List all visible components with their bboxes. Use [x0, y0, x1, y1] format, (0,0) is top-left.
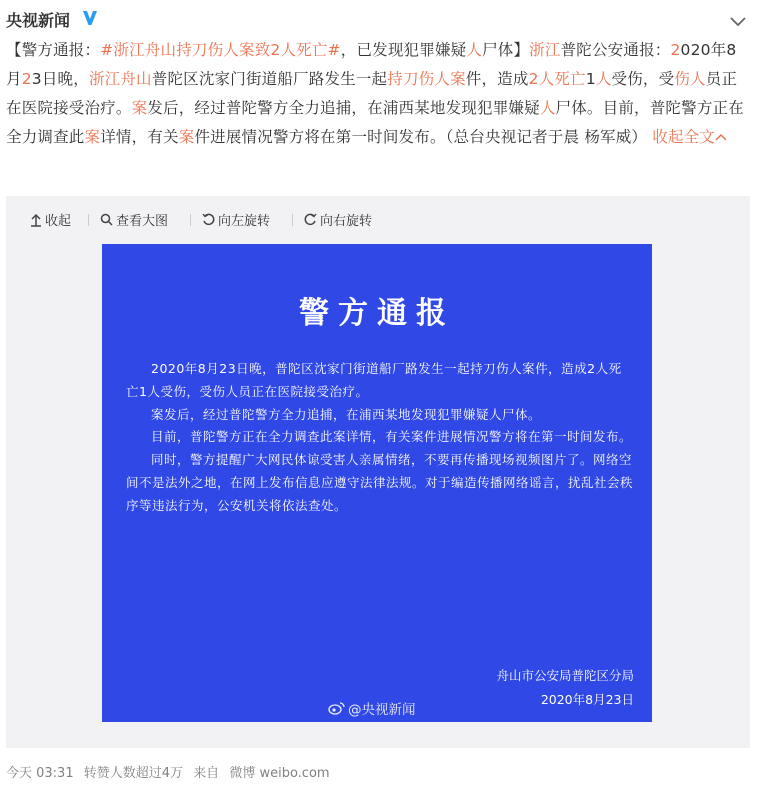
keyword-highlight: 案	[131, 99, 148, 117]
source-prefix: 来自	[193, 766, 220, 781]
notice-signature	[496, 664, 634, 712]
weibo-watermark	[328, 698, 416, 718]
verified-v-icon	[82, 10, 98, 26]
toolbar-divider	[292, 214, 293, 226]
toolbar-divider	[190, 214, 191, 226]
post-text-segment: ，已发现犯罪嫌疑	[340, 41, 467, 59]
post-text-segment: 尸体】	[482, 41, 530, 59]
post-text	[6, 36, 746, 152]
chevron-up-icon	[715, 132, 727, 142]
keyword-highlight: 浙江舟山	[88, 70, 152, 88]
keyword-highlight: 2	[670, 41, 681, 59]
toolbar-divider	[88, 214, 89, 226]
keyword-highlight: 浙江	[529, 41, 561, 59]
post-text-segment: 件，造成	[465, 70, 529, 88]
rotate-right-button[interactable]	[304, 210, 372, 229]
keyword-highlight: 人	[466, 41, 483, 59]
notice-title: 警方通报	[299, 296, 455, 331]
post-text-segment: 3日晚，	[31, 70, 89, 88]
keyword-highlight: 人	[539, 99, 556, 117]
post-text-segment: 尸体。目前，普陀警方正在全力调查此	[6, 99, 744, 146]
rotate-right-label: 向右旋转	[320, 214, 373, 229]
collapse-label: 收起	[45, 214, 72, 229]
notice-issuer: 舟山市公安局普陀区分局	[496, 668, 634, 683]
post-text-segment: 【警方通报：	[6, 41, 101, 59]
source-link[interactable]: 微博 weibo.com	[229, 766, 330, 781]
collapse-text-label: 收起全文	[652, 128, 716, 146]
repost-count: 转赞人数超过4万	[83, 766, 184, 781]
post-text-segment: 受伤，受	[611, 70, 675, 88]
chevron-down-icon[interactable]	[727, 10, 749, 32]
notice-date: 2020年8月23日	[540, 692, 634, 707]
magnifier-icon	[100, 213, 113, 226]
keyword-highlight: 案	[178, 128, 195, 146]
post-text-segment: 020年8月	[6, 41, 737, 88]
post-text-segment: 发后，经过普陀警方全力追捕，在浦西某地发现犯罪嫌疑	[147, 99, 540, 117]
rotate-left-button[interactable]	[202, 210, 270, 229]
arrow-up-icon	[30, 213, 42, 227]
weibo-logo-icon	[328, 701, 346, 715]
notice-paragraph: 同时，警方提醒广大网民体谅受害人亲属情绪，不要再传播现场视频图片了。网络空间不是法外之地，在网上发布信息应遵守法律法规。对于编造传播网络谣言，扰乱社会秩序等违法行为，公安机关将依法查处。	[126, 452, 634, 513]
view-large-label: 查看大图	[116, 214, 169, 229]
watermark-text: @央视新闻	[348, 702, 416, 718]
view-large-button[interactable]	[100, 210, 168, 229]
notice-body	[126, 358, 634, 518]
post-footer	[6, 762, 336, 781]
keyword-highlight: 人	[595, 70, 612, 88]
notice-paragraph: 目前，普陀警方正在全力调查此案详情，有关案件进展情况警方将在第一时间发布。	[151, 429, 633, 445]
notice-paragraph: 2020年8月23日晚，普陀区沈家门街道船厂路发生一起持刀伤人案件，造成2人死亡1人受伤，受伤人员正在医院接受治疗。	[126, 361, 622, 399]
keyword-highlight: 案	[84, 128, 101, 146]
post-text-segment: 普陀区沈家门街道船厂路发生一起	[151, 70, 388, 88]
police-notice-image[interactable]	[102, 244, 652, 722]
media-viewer	[6, 196, 750, 748]
rotate-left-label: 向左旋转	[218, 214, 271, 229]
post-text-segment: 员正在医院接受治疗。	[6, 70, 738, 117]
hashtag-link[interactable]: #浙江舟山持刀伤人案致2人死亡#	[100, 41, 341, 59]
collapse-button[interactable]	[30, 210, 71, 229]
post-text-segment: 1	[585, 70, 596, 88]
post-text-segment: 件进展情况警方将在第一时间发布。（总台央视记者于晨 杨军威）	[194, 128, 648, 146]
keyword-highlight: 2	[21, 70, 32, 88]
notice-paragraph: 案发后，经过普陀警方全力追捕，在浦西某地发现犯罪嫌疑人尸体。	[151, 406, 542, 422]
keyword-highlight: 持刀伤人案	[387, 70, 466, 88]
post-time[interactable]: 今天 03:31	[6, 766, 74, 781]
post-text-segment: 详情，有关	[100, 128, 179, 146]
rotate-right-icon	[304, 213, 317, 226]
post-text-segment: 普陀公安通报：	[560, 41, 671, 59]
post-header	[6, 6, 749, 34]
author-name[interactable]: 央视新闻	[6, 11, 71, 30]
rotate-left-icon	[202, 213, 215, 226]
keyword-highlight: 2人死亡	[528, 70, 586, 88]
collapse-text-button[interactable]	[652, 128, 727, 146]
keyword-highlight: 伤人	[674, 70, 706, 88]
